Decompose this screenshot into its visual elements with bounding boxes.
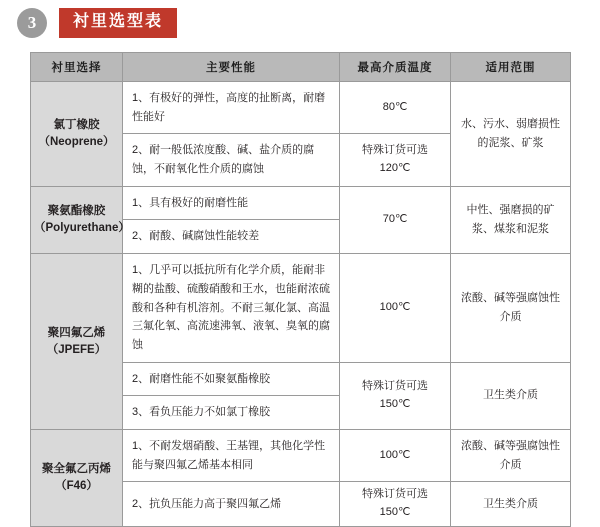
performance-cell: 1、几乎可以抵抗所有化学介质，能耐非糊的盐酸、硫酸硝酸和王水，也能耐浓硫酸和各种有机溶剂。不耐三氟化氯、高温三氟化氧、高流速沸氧、液氧、臭氧的腐蚀 bbox=[123, 254, 340, 362]
performance-cell: 2、抗负压能力高于聚四氟乙烯 bbox=[123, 482, 340, 526]
temperature-cell: 80℃ bbox=[340, 82, 451, 134]
lining-name-cell bbox=[31, 82, 123, 187]
application-cell: 浓酸、碱等强腐蚀性介质 bbox=[451, 429, 571, 481]
performance-cell: 1、不耐发烟硝酸、王基锂，其他化学性能与聚四氟乙烯基本相同 bbox=[123, 429, 340, 481]
temperature-line1: 特殊订货可选 bbox=[362, 488, 428, 501]
lining-name-line1: 聚全氟乙丙烯 bbox=[42, 463, 111, 476]
performance-cell: 2、耐一般低浓度酸、碱、盐介质的腐蚀，不耐氧化性介质的腐蚀 bbox=[123, 134, 340, 186]
lining-selection-table-wrap bbox=[30, 52, 570, 527]
performance-cell: 2、耐磨性能不如聚氨酯橡胶 bbox=[123, 362, 340, 396]
temperature-line2: 150℃ bbox=[379, 505, 411, 518]
column-header-application: 适用范围 bbox=[451, 53, 571, 82]
table-body bbox=[31, 82, 571, 527]
temperature-line1: 特殊订货可选 bbox=[362, 380, 428, 393]
temperature-line2: 120℃ bbox=[379, 162, 411, 175]
table-header-row bbox=[31, 53, 571, 82]
column-header-performance: 主要性能 bbox=[123, 53, 340, 82]
temperature-line2: 150℃ bbox=[379, 397, 411, 410]
table-row bbox=[31, 254, 571, 362]
column-header-lining: 衬里选择 bbox=[31, 53, 123, 82]
page-title: 衬里选型表 bbox=[59, 8, 177, 37]
performance-cell: 1、有极好的弹性，高度的扯断离，耐磨性能好 bbox=[123, 82, 340, 134]
lining-selection-table bbox=[30, 52, 571, 527]
lining-name-cell bbox=[31, 429, 123, 526]
lining-name-line2: （F46） bbox=[55, 479, 98, 492]
temperature-cell bbox=[340, 482, 451, 526]
lining-name-line1: 聚氨酯橡胶 bbox=[47, 205, 106, 218]
application-cell: 卫生类介质 bbox=[451, 362, 571, 429]
temperature-cell bbox=[340, 362, 451, 429]
table-header bbox=[31, 53, 571, 82]
table-row bbox=[31, 82, 571, 134]
lining-name-cell bbox=[31, 254, 123, 430]
lining-name-line1: 聚四氟乙烯 bbox=[47, 326, 106, 339]
performance-cell: 3、看负压能力不如氯丁橡胶 bbox=[123, 396, 340, 430]
table-row bbox=[31, 429, 571, 481]
section-header bbox=[17, 8, 177, 38]
application-cell: 浓酸、碱等强腐蚀性介质 bbox=[451, 254, 571, 362]
lining-name-line2: （Neoprene） bbox=[38, 135, 115, 148]
table-row bbox=[31, 186, 571, 220]
application-cell: 卫生类介质 bbox=[451, 482, 571, 526]
temperature-cell: 100℃ bbox=[340, 429, 451, 481]
temperature-cell bbox=[340, 134, 451, 186]
lining-name-line2: （Polyurethane） bbox=[34, 221, 130, 234]
column-header-max-temperature: 最高介质温度 bbox=[340, 53, 451, 82]
lining-name-line1: 氯丁橡胶 bbox=[53, 119, 100, 132]
application-cell: 水、污水、弱磨损性的泥浆、矿浆 bbox=[451, 82, 571, 187]
section-number-badge: 3 bbox=[17, 8, 47, 38]
temperature-cell: 100℃ bbox=[340, 254, 451, 362]
temperature-line1: 特殊订货可选 bbox=[362, 144, 428, 157]
temperature-cell: 70℃ bbox=[340, 186, 451, 253]
application-cell: 中性、强磨损的矿浆、煤浆和泥浆 bbox=[451, 186, 571, 253]
performance-cell: 1、具有极好的耐磨性能 bbox=[123, 186, 340, 220]
lining-name-cell bbox=[31, 186, 130, 253]
performance-cell: 2、耐酸、碱腐蚀性能较差 bbox=[123, 220, 340, 254]
lining-name-line2: （JPEFE） bbox=[46, 343, 107, 356]
